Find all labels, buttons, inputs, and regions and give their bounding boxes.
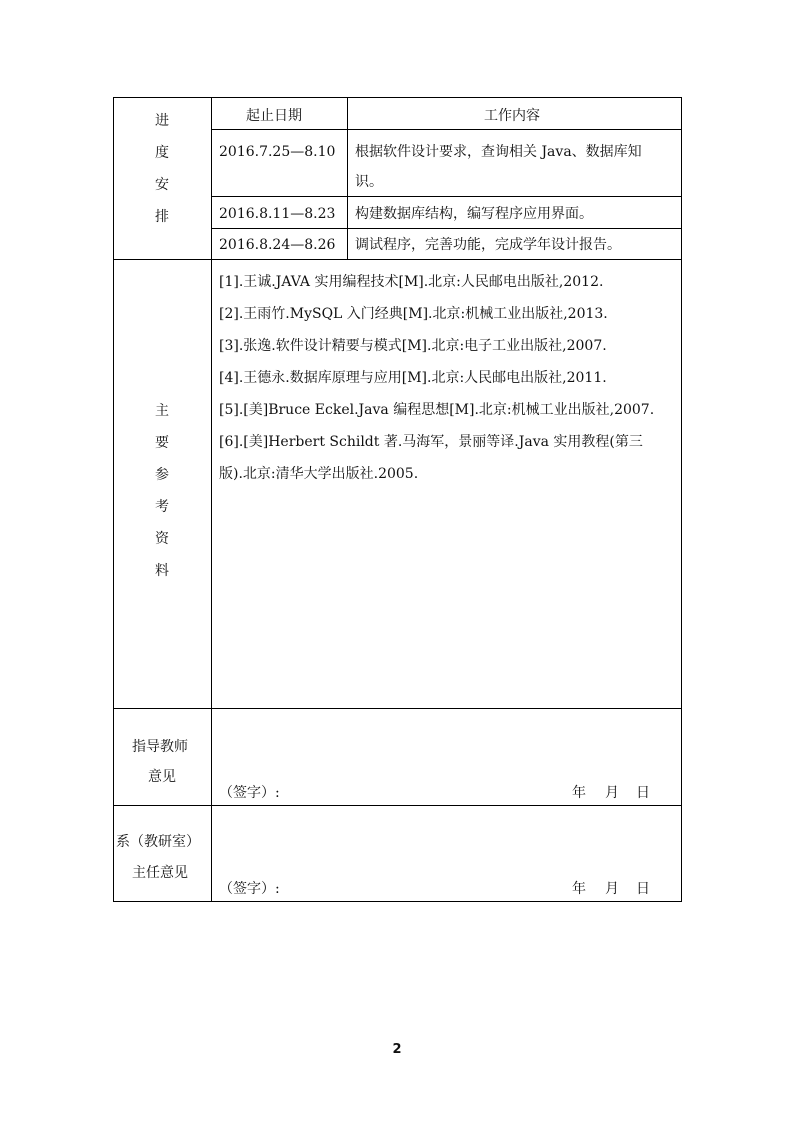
schedule-label-char: 进 bbox=[155, 113, 169, 129]
reference-item: [2].王雨竹.MySQL 入门经典[M].北京:机械工业出版社,2013. bbox=[219, 306, 608, 322]
advisor-date-month: 月 bbox=[605, 785, 619, 801]
row1-date: 2016.7.25—8.10 bbox=[219, 144, 336, 160]
schedule-label-char: 度 bbox=[155, 145, 169, 161]
department-date-day: 日 bbox=[636, 881, 650, 897]
rule-header-bottom bbox=[211, 129, 682, 130]
schedule-label-char: 安 bbox=[155, 177, 169, 193]
row2-date: 2016.8.11—8.23 bbox=[219, 206, 336, 222]
reference-item: [1].王诚.JAVA 实用编程技术[M].北京:人民邮电出版社,2012. bbox=[219, 274, 604, 290]
advisor-date-day: 日 bbox=[636, 785, 650, 801]
references-label-char: 参 bbox=[155, 467, 169, 483]
reference-item: [5].[美]Bruce Eckel.Java 编程思想[M].北京:机械工业出版社,2007. bbox=[219, 402, 655, 418]
rule-right bbox=[681, 97, 682, 902]
department-label: 系（教研室） bbox=[116, 834, 200, 850]
rule-date-column bbox=[347, 97, 348, 259]
advisor-label-cont: 意见 bbox=[148, 769, 176, 785]
rule-advisor-bottom bbox=[113, 805, 682, 806]
department-signature: （签字）: bbox=[219, 881, 280, 897]
department-label-cont: 主任意见 bbox=[132, 865, 188, 881]
rule-references-bottom bbox=[113, 708, 682, 709]
department-date-month: 月 bbox=[605, 881, 619, 897]
header-content: 工作内容 bbox=[484, 108, 540, 124]
row1-content-cont: 识。 bbox=[355, 174, 383, 190]
advisor-date-year: 年 bbox=[572, 785, 586, 801]
row1-content: 根据软件设计要求，查询相关 Java、数据库知 bbox=[355, 144, 642, 160]
rule-top bbox=[113, 97, 682, 98]
references-label-char: 主 bbox=[155, 403, 169, 419]
reference-item: [3].张逸.软件设计精要与模式[M].北京:电子工业出版社,2007. bbox=[219, 338, 607, 354]
rule-row1-bottom bbox=[211, 196, 682, 197]
references-label-char: 资 bbox=[155, 531, 169, 547]
page-number: 2 bbox=[392, 1042, 402, 1057]
rule-row2-bottom bbox=[211, 228, 682, 229]
rule-schedule-bottom bbox=[113, 259, 682, 260]
references-label-char: 考 bbox=[155, 499, 169, 515]
row3-content: 调试程序，完善功能，完成学年设计报告。 bbox=[355, 237, 621, 253]
references-label-char: 要 bbox=[155, 435, 169, 451]
references-label-char: 料 bbox=[155, 563, 169, 579]
rule-left bbox=[113, 97, 114, 902]
department-date-year: 年 bbox=[572, 881, 586, 897]
rule-bottom bbox=[113, 901, 682, 902]
rule-label-column bbox=[211, 97, 212, 902]
advisor-signature: （签字）: bbox=[219, 785, 280, 801]
row3-date: 2016.8.24—8.26 bbox=[219, 237, 336, 253]
header-date: 起止日期 bbox=[246, 108, 302, 124]
schedule-label-char: 排 bbox=[155, 209, 169, 225]
reference-item: 版).北京:清华大学出版社.2005. bbox=[219, 466, 419, 482]
row2-content: 构建数据库结构，编写程序应用界面。 bbox=[355, 206, 593, 222]
reference-item: [6].[美]Herbert Schildt 著.马海军，景丽等译.Java 实用教程(第三 bbox=[219, 434, 643, 450]
advisor-label: 指导教师 bbox=[132, 739, 188, 755]
reference-item: [4].王德永.数据库原理与应用[M].北京:人民邮电出版社,2011. bbox=[219, 370, 607, 386]
